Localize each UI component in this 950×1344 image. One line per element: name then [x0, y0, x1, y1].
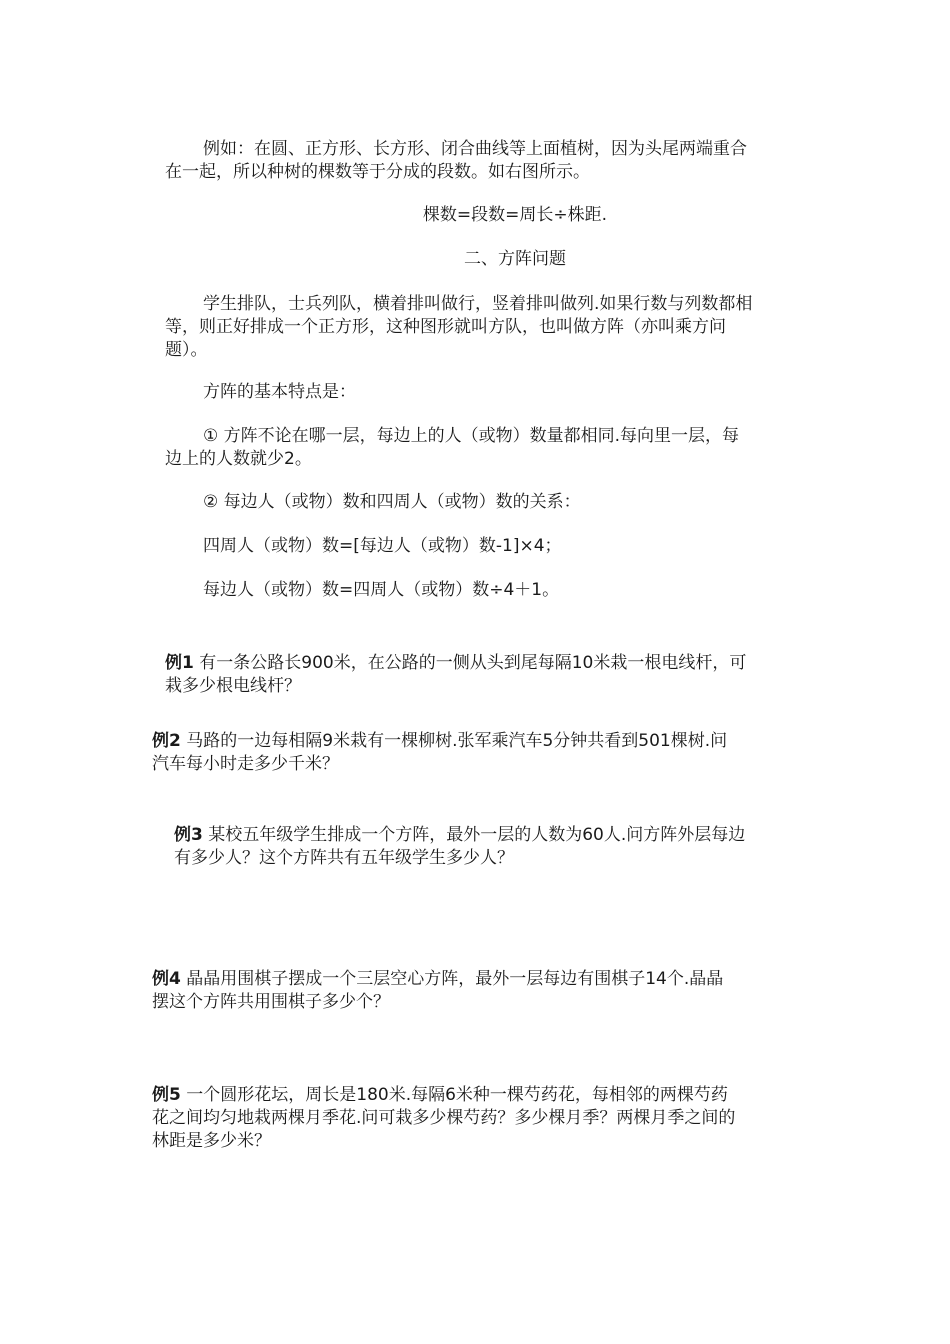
example-5 [152, 1084, 735, 1153]
feature-1 [165, 425, 739, 471]
text-line: 边上的人数就少2。 [165, 449, 312, 469]
feature-2: ② 每边人（或物）数和四周人（或物）数的关系： [203, 492, 581, 512]
example-text: 栽多少根电线杆？ [165, 676, 301, 696]
example-text: 一个圆形花坛，周长是180米.每隔6米种一棵芍药花，每相邻的两棵芍药 [180, 1085, 728, 1105]
example-3 [174, 824, 745, 870]
example-text: 有一条公路长900米，在公路的一侧从头到尾每隔10米栽一根电线杆，可 [193, 653, 747, 673]
example-text: 摆这个方阵共用围棋子多少个？ [152, 992, 390, 1012]
example-label: 例5 [152, 1085, 181, 1105]
intro-paragraph [165, 138, 747, 184]
text-line: 例如：在圆、正方形、长方形、闭合曲线等上面植树，因为头尾两端重合 [203, 139, 747, 159]
example-2 [152, 730, 727, 776]
section-title: 二、方阵问题 [464, 249, 566, 269]
example-1 [165, 652, 746, 698]
text-line: 题）。 [165, 340, 208, 360]
text-line: 在一起，所以种树的棵数等于分成的段数。如右图所示。 [165, 162, 590, 182]
example-label: 例4 [152, 969, 181, 989]
example-text: 林距是多少米？ [152, 1131, 271, 1151]
example-label: 例1 [165, 653, 194, 673]
formula-line: 棵数=段数=周长÷株距. [422, 205, 608, 225]
example-text: 马路的一边每相隔9米栽有一棵柳树.张军乘汽车5分钟共看到501棵树.问 [180, 731, 728, 751]
definition-paragraph [165, 293, 752, 362]
example-text: 晶晶用围棋子摆成一个三层空心方阵，最外一层每边有围棋子14个.晶晶 [180, 969, 724, 989]
text-line: ① 方阵不论在哪一层，每边上的人（或物）数量都相同.每向里一层，每 [203, 426, 740, 446]
example-label: 例2 [152, 731, 181, 751]
features-title: 方阵的基本特点是： [203, 382, 356, 402]
text-line: 等，则正好排成一个正方形，这种图形就叫方队，也叫做方阵（亦叫乘方问 [165, 317, 726, 337]
example-text: 有多少人？这个方阵共有五年级学生多少人？ [174, 848, 514, 868]
example-text: 汽车每小时走多少千米？ [152, 754, 339, 774]
text-line: 学生排队，士兵列队，横着排叫做行，竖着排叫做列.如果行数与列数都相 [203, 294, 753, 314]
example-label: 例3 [174, 825, 203, 845]
example-4 [152, 968, 723, 1014]
example-text: 某校五年级学生排成一个方阵，最外一层的人数为60人.问方阵外层每边 [202, 825, 746, 845]
example-text: 花之间均匀地栽两棵月季花.问可栽多少棵芍药？多少棵月季？两棵月季之间的 [152, 1108, 736, 1128]
formula-perimeter: 四周人（或物）数=[每边人（或物）数-1]×4； [203, 536, 562, 556]
formula-side: 每边人（或物）数=四周人（或物）数÷4＋1。 [203, 580, 560, 600]
